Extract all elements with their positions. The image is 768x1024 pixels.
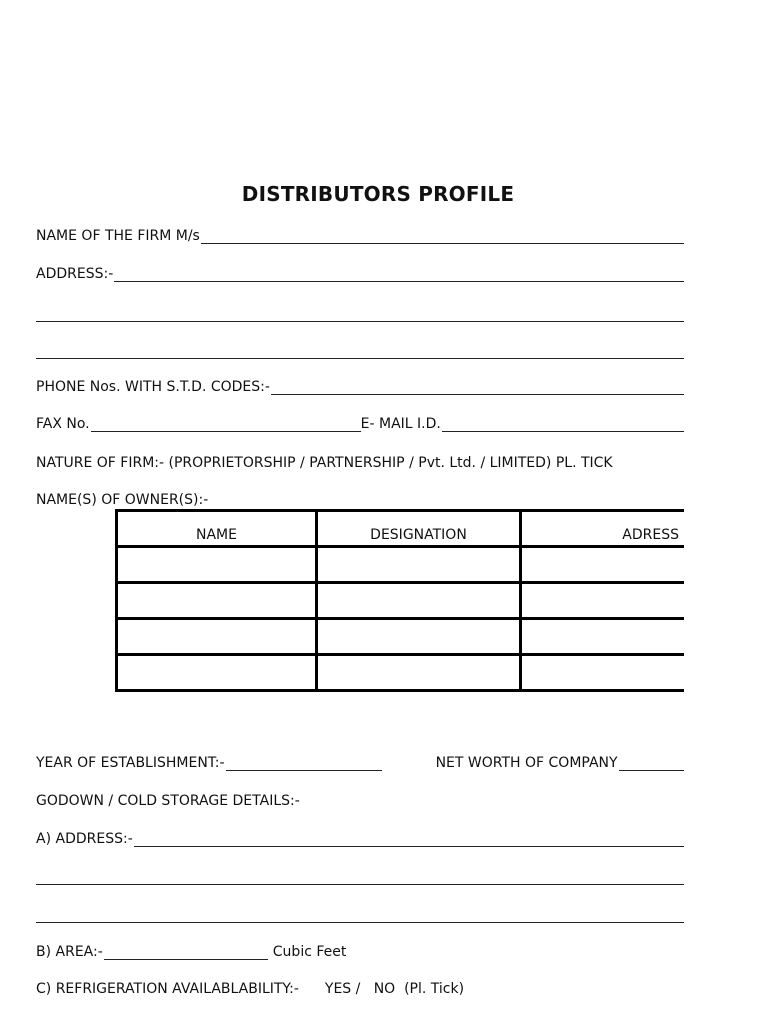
cell-name[interactable] [117, 619, 317, 655]
area-blank[interactable] [104, 946, 268, 960]
address-label: ADDRESS:- [36, 266, 114, 282]
phone-label: PHONE Nos. WITH S.T.D. CODES:- [36, 379, 270, 395]
cell-name[interactable] [117, 655, 317, 691]
cell-address[interactable] [521, 655, 685, 691]
header-designation: DESIGNATION [317, 511, 521, 547]
nature-of-firm [36, 453, 684, 471]
email-label: E- MAIL I.D. [360, 416, 441, 432]
cell-name[interactable] [117, 583, 317, 619]
address-line-2[interactable] [36, 304, 684, 322]
refrigeration-label: C) REFRIGERATION AVAILABLABILITY:- [36, 981, 299, 997]
godown-heading [36, 791, 684, 809]
owners-table-wrapper [115, 509, 684, 700]
address-blank-2[interactable] [36, 308, 684, 322]
net-worth-label: NET WORTH OF COMPANY [435, 755, 618, 771]
cell-address[interactable] [521, 619, 685, 655]
year-blank[interactable] [226, 757, 382, 771]
cell-designation[interactable] [317, 655, 521, 691]
phone-blank[interactable] [271, 381, 684, 395]
godown-address-field[interactable] [36, 829, 684, 847]
firm-name-label: NAME OF THE FIRM M/s [36, 228, 200, 244]
year-networth-row [36, 753, 684, 771]
godown-address-line-3[interactable] [36, 905, 684, 923]
firm-name-blank[interactable] [201, 230, 684, 244]
owners-heading [36, 490, 684, 508]
fax-blank[interactable] [91, 418, 361, 432]
address-field[interactable] [36, 264, 684, 282]
firm-name-field[interactable] [36, 226, 684, 244]
email-blank[interactable] [442, 418, 684, 432]
godown-label: GODOWN / COLD STORAGE DETAILS:- [36, 793, 300, 809]
cell-name[interactable] [117, 547, 317, 583]
fax-email-row [36, 414, 684, 432]
table-row [117, 619, 685, 655]
godown-address-line-2[interactable] [36, 867, 684, 885]
owners-label: NAME(S) OF OWNER(S):- [36, 492, 209, 508]
net-worth-blank[interactable] [619, 757, 684, 771]
header-name: NAME [117, 511, 317, 547]
area-label: B) AREA:- [36, 944, 103, 960]
form-title: DISTRIBUTORS PROFILE [241, 182, 515, 206]
address-blank-3[interactable] [36, 345, 684, 359]
phone-field[interactable] [36, 377, 684, 395]
fax-label: FAX No. [36, 416, 90, 432]
year-label: YEAR OF ESTABLISHMENT:- [36, 755, 225, 771]
cell-address[interactable] [521, 583, 685, 619]
cell-address[interactable] [521, 547, 685, 583]
table-row [117, 583, 685, 619]
refrigeration-field [36, 979, 684, 997]
table-row [117, 547, 685, 583]
godown-address-blank-1[interactable] [134, 833, 684, 847]
address-line-3[interactable] [36, 341, 684, 359]
cell-designation[interactable] [317, 547, 521, 583]
owners-table [115, 509, 684, 692]
godown-address-blank-3[interactable] [36, 909, 684, 923]
header-address: ADRESS [521, 511, 685, 547]
nature-label: NATURE OF FIRM:- (PROPRIETORSHIP / PARTNERSHIP / Pvt. Ltd. / LIMITED) PL. TICK [36, 455, 613, 471]
address-blank-1[interactable] [114, 268, 684, 282]
refrigeration-options[interactable]: YES / NO (Pl. Tick) [324, 981, 465, 997]
godown-address-label: A) ADDRESS:- [36, 831, 133, 847]
table-row [117, 655, 685, 691]
area-field [36, 942, 684, 960]
area-unit: Cubic Feet [272, 944, 347, 960]
cell-designation[interactable] [317, 619, 521, 655]
godown-address-blank-2[interactable] [36, 871, 684, 885]
cell-designation[interactable] [317, 583, 521, 619]
